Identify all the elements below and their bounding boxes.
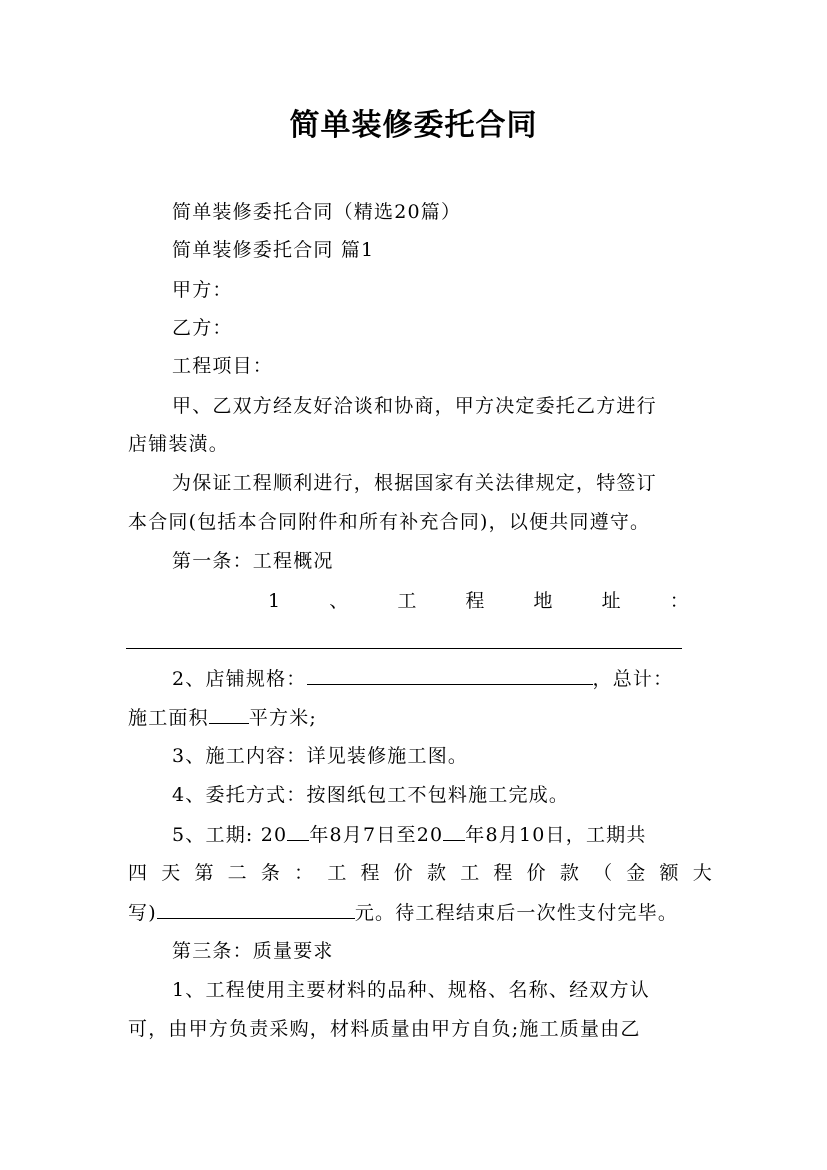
address-char: 工 <box>397 590 418 612</box>
spec-blank <box>307 666 593 685</box>
document-title: 简单装修委托合同 <box>289 108 538 143</box>
article-heading: 第一条：工程概况 <box>172 550 334 572</box>
paragraph-line: 为保证工程顺利进行，根据国家有关法律规定，特签订 <box>172 472 657 494</box>
area-blank <box>209 705 249 724</box>
address-char: ： <box>669 590 690 612</box>
paragraph-line: 本合同(包括本合同附件和所有补充合同)，以便共同遵守。 <box>128 511 651 533</box>
amount-blank <box>157 900 355 919</box>
payment-line: 写) 元。待工程结束后一次性支付完毕。 <box>128 902 679 924</box>
address-blank-rule <box>126 648 682 649</box>
schedule-line: 5、工期: 20 年8月7日至20 年8月10日，工期共 <box>172 824 647 846</box>
address-char: 、 <box>329 590 350 612</box>
address-char: 程 <box>465 590 486 612</box>
paragraph-line: 可，由甲方负责采购，材料质量由甲方自负;施工质量由乙 <box>128 1018 641 1040</box>
paragraph-line: 1、工程使用主要材料的品种、规格、名称、经双方认 <box>172 979 650 1001</box>
address-char: 地 <box>533 590 554 612</box>
address-line <box>268 589 690 613</box>
address-char: 1 <box>268 590 282 612</box>
method-line: 4、委托方式：按图纸包工不包料施工完成。 <box>172 784 570 806</box>
subtitle-line: 简单装修委托合同（精选20篇） <box>172 201 462 223</box>
year-blank <box>287 822 309 841</box>
party-b-line: 乙方： <box>172 317 233 339</box>
paragraph-line: 店铺装潢。 <box>128 433 230 455</box>
year-blank <box>443 822 465 841</box>
paragraph-line: 甲、乙双方经友好洽谈和协商，甲方决定委托乙方进行 <box>172 395 657 417</box>
clause-two-line: 四 天 第 二 条 ： 工 程 价 款 工 程 价 款 （ 金 额 大 <box>128 862 713 884</box>
spec-line: 2、店铺规格： ，总计： <box>172 668 674 690</box>
article-heading: 第三条：质量要求 <box>172 940 334 962</box>
project-line: 工程项目： <box>172 355 274 377</box>
section-heading: 简单装修委托合同 篇1 <box>172 239 375 261</box>
party-a-line: 甲方： <box>172 279 233 301</box>
address-char: 址 <box>601 590 622 612</box>
content-line: 3、施工内容：详见装修施工图。 <box>172 745 469 767</box>
area-line: 施工面积 平方米; <box>128 707 318 729</box>
